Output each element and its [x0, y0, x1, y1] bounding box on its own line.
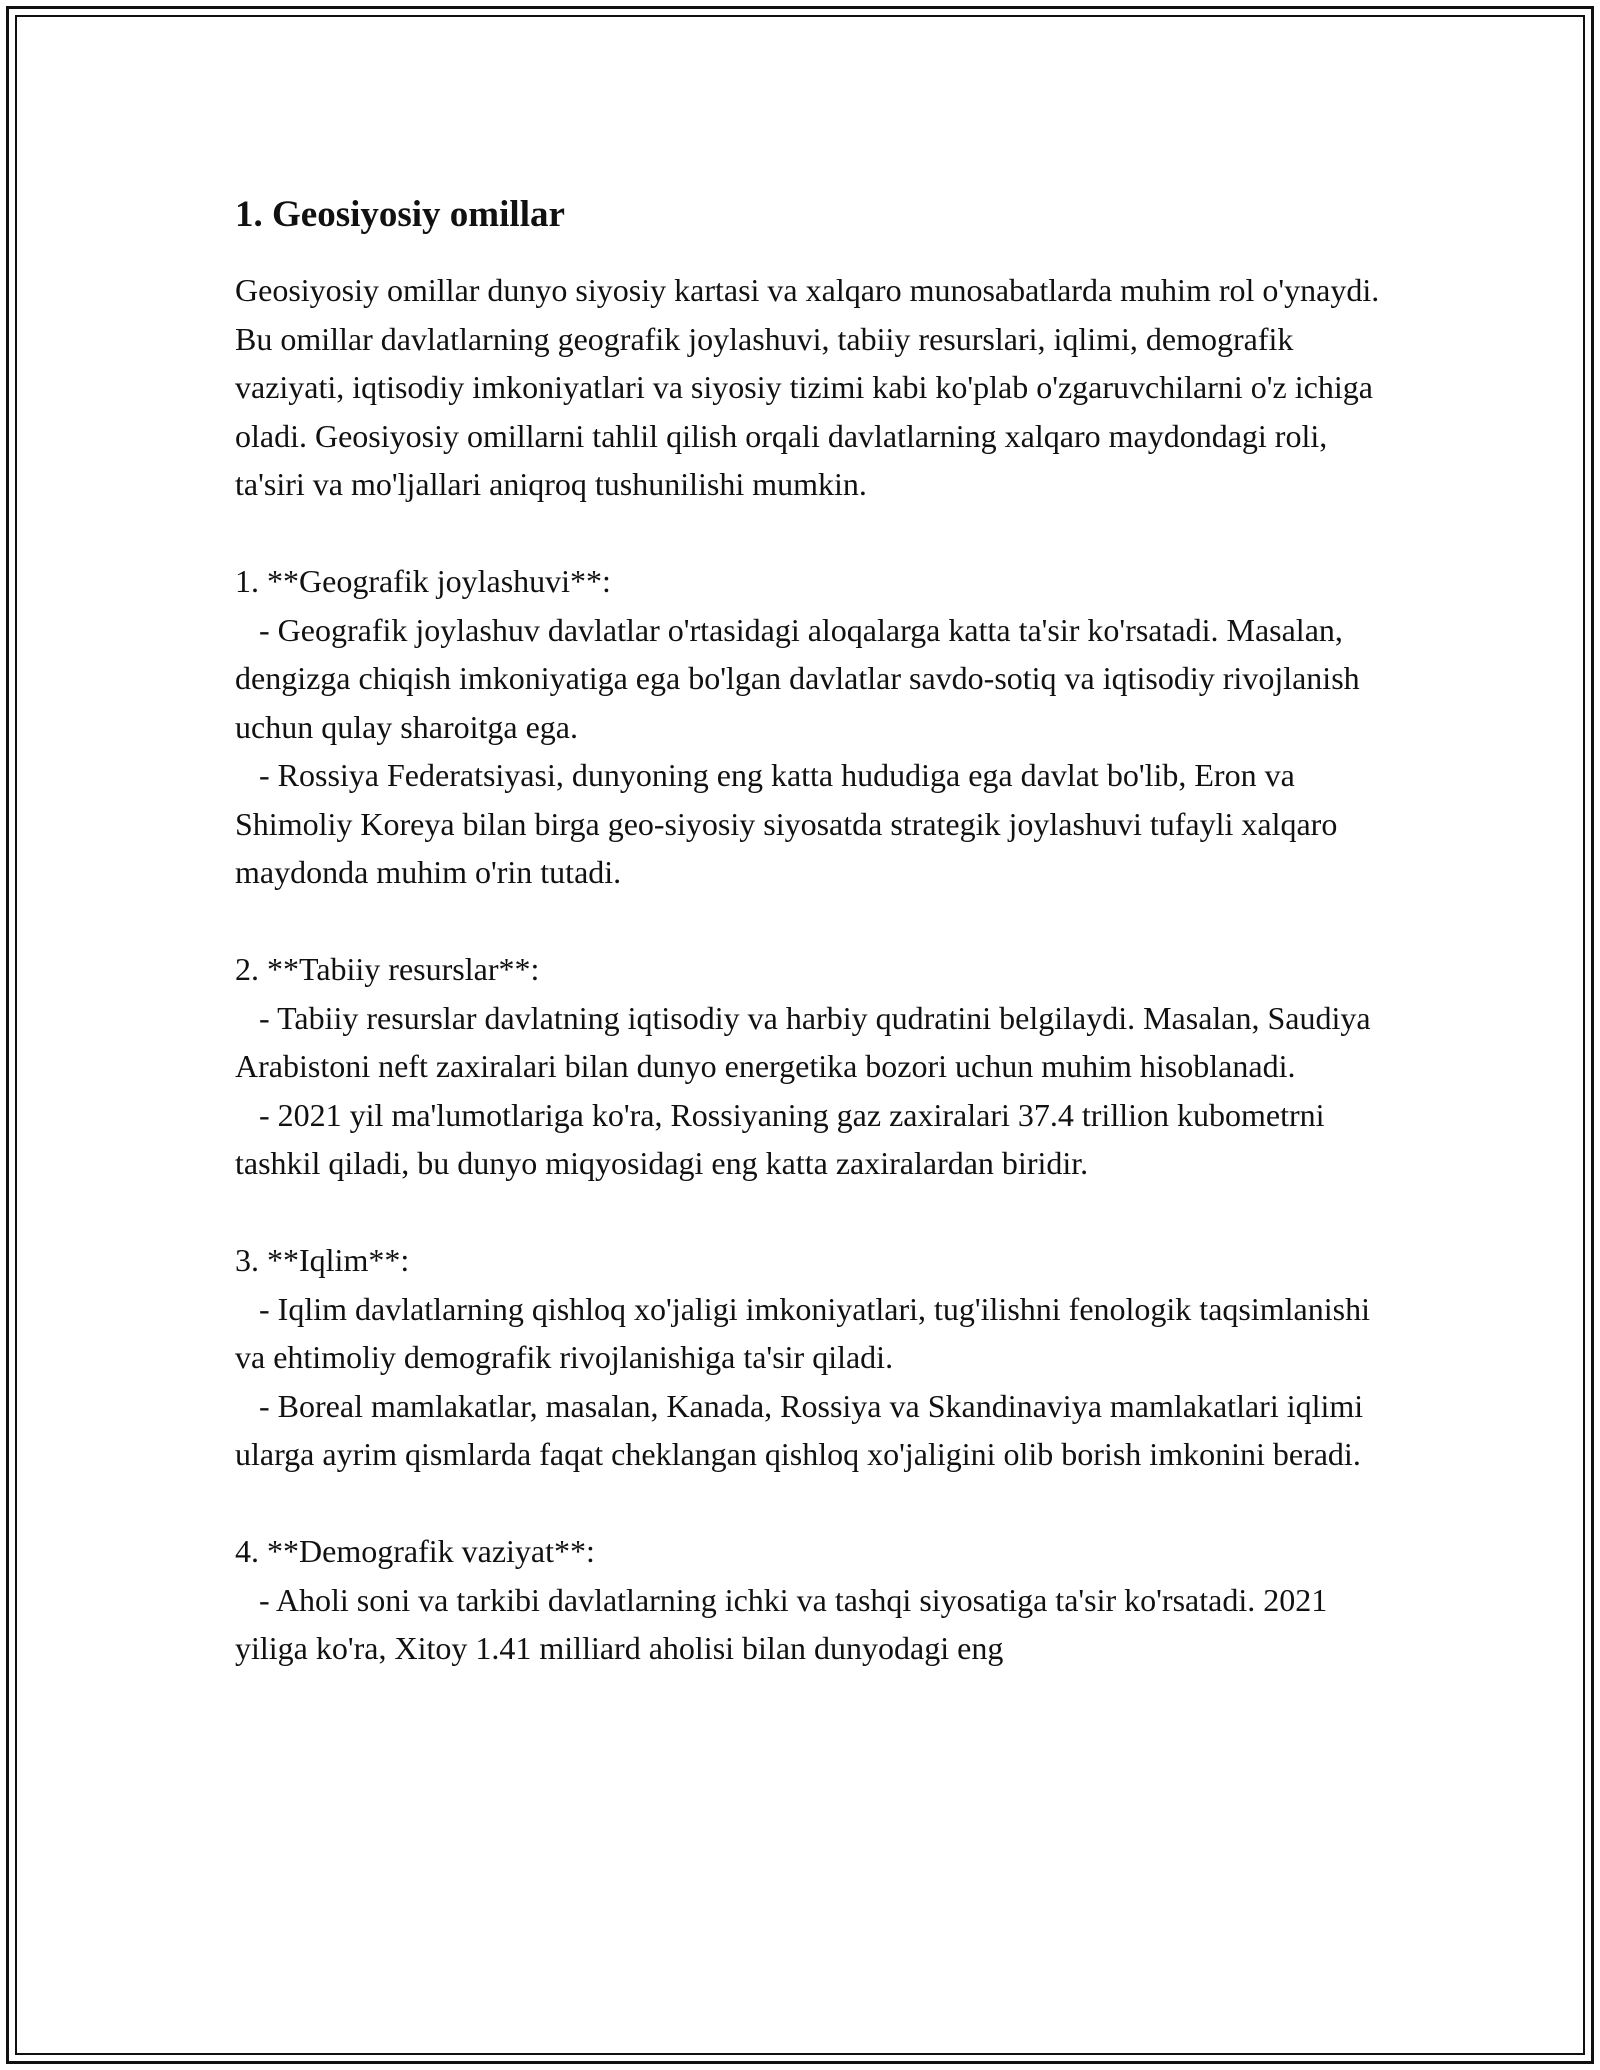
item-tabiiy-resurslar: 2. **Tabiiy resurslar**: - Tabiiy resurslar davlatning iqtisodiy va harbiy qudratini belgilaydi. Masalan, Saudiya Arabistoni neft zaxiralari bilan dunyo energetika bozori uchun muhim hisoblanadi. - 2021 yil ma'lumotlariga ko'ra, Rossiyaning gaz zaxiralari 37.4 trillion kubometrni tashkil qiladi, bu dunyo miqyosidagi eng katta zaxiralardan biridir.: [235, 951, 1371, 1181]
document-body: [235, 190, 1388, 1673]
intro-paragraph: Geosiyosiy omillar dunyo siyosiy kartasi va xalqaro munosabatlarda muhim rol o'ynaydi. Bu omillar davlatlarning geografik joylashuvi, tabiiy resurslari, iqlimi, demografik vaziyati, iqtisodiy imkoniyatlari va siyosiy tizimi kabi ko'plab o'zgaruvchilarni o'z ichiga oladi. Geosiyosiy omillarni tahlil qilish orqali davlatlarning xalqaro maydondagi roli, ta'siri va mo'ljallari aniqroq tushunilishi mumkin.: [235, 272, 1388, 502]
item-demografik-vaziyat: 4. **Demografik vaziyat**: - Aholi soni va tarkibi davlatlarning ichki va tashqi siyosatiga ta'sir ko'rsatadi. 2021 yiliga ko'ra, Xitoy 1.41 milliard aholisi bilan dunyodagi eng: [235, 1533, 1328, 1666]
item-geografik-joylashuvi: 1. **Geografik joylashuvi**: - Geografik joylashuv davlatlar o'rtasidagi aloqalarga katta ta'sir ko'rsatadi. Masalan, dengizga chiqish imkoniyatiga ega bo'lgan davlatlar savdo-sotiq va iqtisodiy rivojlanish uchun qulay sharoitga ega. - Rossiya Federatsiyasi, dunyoning eng katta hududiga ega davlat bo'lib, Eron va Shimoliy Koreya bilan birga geo-siyosiy siyosatda strategik joylashuvi tufayli xalqaro maydonda muhim o'rin tutadi.: [235, 563, 1360, 890]
blank-line: [235, 509, 1385, 558]
section-heading: 1. Geosiyosiy omillar: [235, 194, 565, 235]
blank-line: [235, 1188, 1385, 1237]
blank-line: [235, 897, 1385, 946]
blank-line: [235, 1479, 1385, 1528]
item-iqlim: 3. **Iqlim**: - Iqlim davlatlarning qishloq xo'jaligi imkoniyatlari, tug'ilishni fenologik taqsimlanishi va ehtimoliy demografik rivojlanishiga ta'sir qiladi. - Boreal mamlakatlar, masalan, Kanada, Rossiya va Skandinaviya mamlakatlari iqlimi ularga ayrim qismlarda faqat cheklangan qishloq xo'jaligini olib borish imkonini beradi.: [235, 1242, 1370, 1472]
